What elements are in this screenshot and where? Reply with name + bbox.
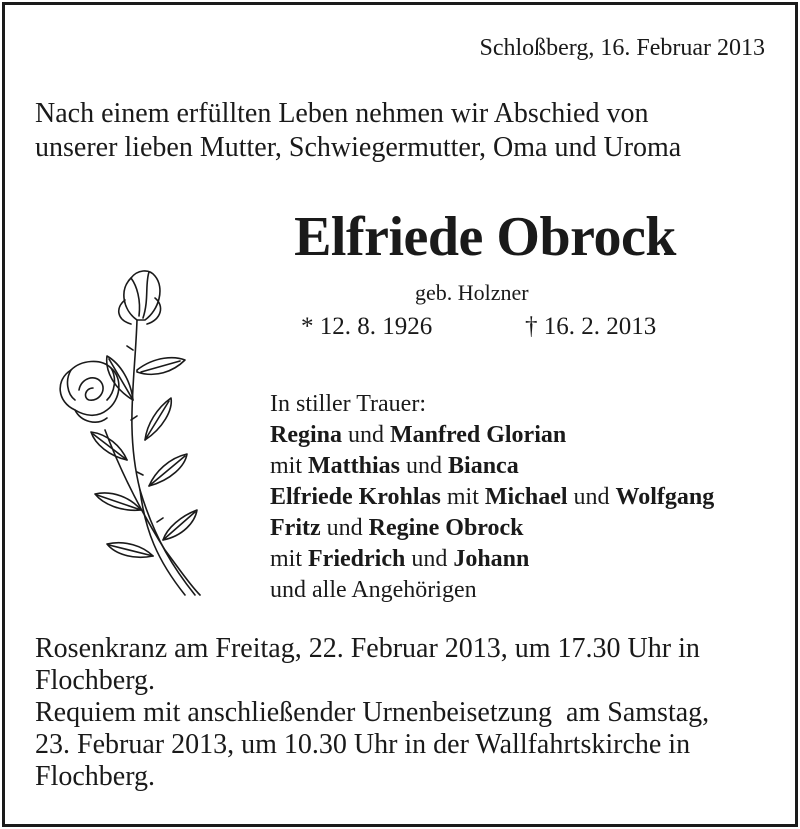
mourner-name: Wolfgang: [615, 484, 715, 510]
service-line: 23. Februar 2013, um 10.30 Uhr in der Wallfahrtskirche in: [35, 729, 691, 760]
mourner-name: Bianca: [448, 453, 519, 479]
obituary-notice: [2, 2, 798, 827]
mourner-line: [270, 544, 714, 575]
connector-text: und: [405, 546, 454, 572]
deceased-name: Elfriede Obrock: [294, 206, 676, 268]
intro-line: unserer lieben Mutter, Schwiegermutter, Oma und Uroma: [35, 132, 682, 163]
service-line: Flochberg.: [35, 665, 156, 696]
mourner-name: Friedrich: [308, 546, 406, 572]
birth-date: * 12. 8. 1926: [301, 313, 433, 340]
intro-text: [35, 97, 681, 165]
mourners-heading: In stiller Trauer:: [270, 391, 426, 417]
mourner-name: Michael: [484, 484, 568, 510]
mourner-name: Regina: [270, 422, 342, 448]
connector-text: und: [342, 422, 390, 448]
mourner-line: [270, 451, 714, 482]
connector-text: und: [400, 453, 449, 479]
mourner-name: Regine Obrock: [368, 515, 524, 541]
mourner-name: Elfriede Krohlas: [270, 484, 441, 510]
mourner-line: [270, 513, 714, 544]
birth-name: geb. Holzner: [415, 280, 529, 305]
place-date: Schloßberg, 16. Februar 2013: [479, 35, 765, 61]
connector-text: mit: [440, 484, 485, 510]
mourner-line: [270, 482, 714, 513]
mourners-closing: und alle Angehörigen: [270, 577, 477, 603]
rose-illustration-icon: [45, 260, 220, 600]
connector-text: und: [320, 515, 369, 541]
mourners-list: [270, 389, 714, 606]
intro-line: Nach einem erfüllten Leben nehmen wir Abschied von: [35, 98, 649, 129]
mourner-name: Matthias: [308, 453, 401, 479]
service-line: Rosenkranz am Freitag, 22. Februar 2013, um 17.30 Uhr in: [35, 633, 700, 664]
connector-text: mit: [270, 453, 309, 479]
service-details: [35, 633, 785, 793]
death-date: † 16. 2. 2013: [525, 313, 657, 340]
service-line: Requiem mit anschließender Urnenbeisetzung am Samstag,: [35, 697, 710, 728]
connector-text: und: [567, 484, 616, 510]
mourner-name: Johann: [453, 546, 530, 572]
mourner-name: Fritz: [270, 515, 321, 541]
service-line: Flochberg.: [35, 761, 156, 792]
mourner-line: [270, 420, 714, 451]
connector-text: mit: [270, 546, 309, 572]
mourner-name: Manfred Glorian: [390, 422, 567, 448]
